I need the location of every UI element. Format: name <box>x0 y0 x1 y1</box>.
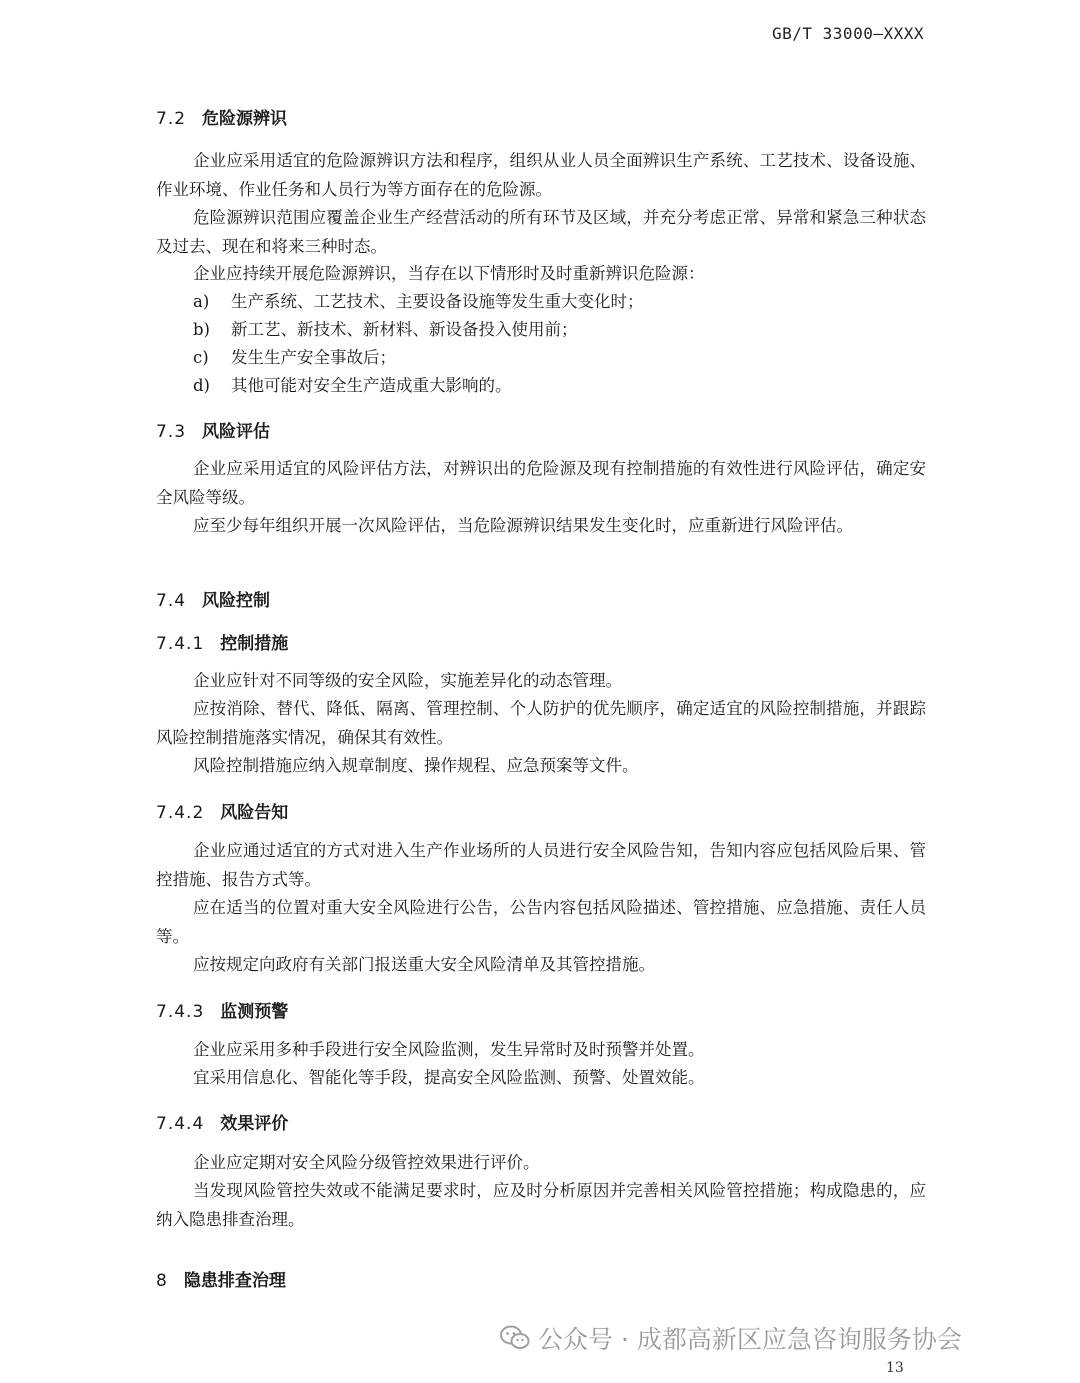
heading-title: 控制措施 <box>220 634 289 654</box>
heading-title: 效果评价 <box>220 1114 289 1134</box>
watermark-text: 公众号 · 成都高新区应急咨询服务协会 <box>538 1325 962 1354</box>
list-item <box>193 343 923 372</box>
heading-number: 7.4.4 <box>156 1114 205 1134</box>
list-text: 其他可能对安全生产造成重大影响的。 <box>231 376 512 395</box>
heading-title: 危险源辨识 <box>202 109 288 129</box>
list-marker: a) <box>193 292 210 311</box>
paragraph: 企业应采用多种手段进行安全风险监测，发生异常时及时预警并处置。 <box>193 1040 705 1059</box>
heading-number: 7.4 <box>156 591 187 611</box>
list-text: 新工艺、新技术、新材料、新设备投入使用前； <box>231 320 578 339</box>
paragraph: 风险控制措施应纳入规章制度、操作规程、应急预案等文件。 <box>193 756 639 775</box>
heading-number: 8 <box>156 1271 168 1291</box>
heading-7-4-1 <box>156 629 288 654</box>
paragraph: 应至少每年组织开展一次风险评估，当危险源辨识结果发生变化时，应重新进行风险评估。 <box>193 516 853 535</box>
heading-number: 7.3 <box>156 422 187 442</box>
heading-number: 7.4.3 <box>156 1002 205 1022</box>
heading-number: 7.2 <box>156 109 187 129</box>
list-text: 生产系统、工艺技术、主要设备设施等发生重大变化时； <box>231 292 644 311</box>
paragraph: 企业应持续开展危险源辨识，当存在以下情形时及时重新辨识危险源： <box>193 264 705 283</box>
heading-7-4-3 <box>156 997 288 1022</box>
heading-title: 隐患排查治理 <box>183 1271 286 1291</box>
list-item <box>193 315 923 344</box>
heading-7-2 <box>156 104 287 129</box>
standard-code: GB/T 33000—XXXX <box>772 24 924 43</box>
paragraph: 应在适当的位置对重大安全风险进行公告，公告内容包括风险描述、管控措施、应急措施、责任人员等。 <box>156 898 926 946</box>
paragraph: 应按规定向政府有关部门报送重大安全风险清单及其管控措施。 <box>193 955 655 974</box>
heading-title: 风险告知 <box>220 803 289 823</box>
paragraph: 企业应针对不同等级的安全风险，实施差异化的动态管理。 <box>193 671 622 690</box>
paragraph: 宜采用信息化、智能化等手段，提高安全风险监测、预警、处置效能。 <box>193 1068 705 1087</box>
heading-number: 7.4.2 <box>156 803 205 823</box>
paragraph: 危险源辨识范围应覆盖企业生产经营活动的所有环节及区域，并充分考虑正常、异常和紧急三种状态及过去、现在和将来三种时态。 <box>156 208 926 256</box>
paragraph: 当发现风险管控失效或不能满足要求时，应及时分析原因并完善相关风险管控措施；构成隐患的，应纳入隐患排查治理。 <box>156 1181 926 1229</box>
paragraph: 应按消除、替代、降低、隔离、管理控制、个人防护的优先顺序，确定适宜的风险控制措施，并跟踪风险控制措施落实情况，确保其有效性。 <box>156 699 926 747</box>
paragraph: 企业应采用适宜的风险评估方法，对辨识出的危险源及现有控制措施的有效性进行风险评估，确定安全风险等级。 <box>156 459 926 507</box>
heading-title: 风险控制 <box>202 591 271 611</box>
wechat-watermark <box>500 1320 962 1356</box>
list-marker: b) <box>193 320 210 339</box>
heading-7-3 <box>156 417 270 442</box>
list-marker: d) <box>193 376 210 395</box>
heading-7-4 <box>156 586 270 611</box>
paragraph: 企业应通过适宜的方式对进入生产作业场所的人员进行安全风险告知，告知内容应包括风险后果、管控措施、报告方式等。 <box>156 841 926 889</box>
page-number: 13 <box>886 1360 904 1376</box>
heading-title: 监测预警 <box>220 1002 289 1022</box>
paragraph: 企业应采用适宜的危险源辨识方法和程序，组织从业人员全面辨识生产系统、工艺技术、设备设施、作业环境、作业任务和人员行为等方面存在的危险源。 <box>156 151 926 199</box>
heading-title: 风险评估 <box>202 422 271 442</box>
list-item <box>193 371 923 400</box>
paragraph: 企业应定期对安全风险分级管控效果进行评价。 <box>193 1153 540 1172</box>
wechat-icon <box>500 1325 530 1351</box>
list-text: 发生生产安全事故后； <box>231 348 396 367</box>
heading-7-4-4 <box>156 1109 288 1134</box>
list-item <box>193 287 923 316</box>
heading-8 <box>156 1266 286 1291</box>
heading-number: 7.4.1 <box>156 634 205 654</box>
list-marker: c) <box>193 348 209 367</box>
heading-7-4-2 <box>156 798 288 823</box>
